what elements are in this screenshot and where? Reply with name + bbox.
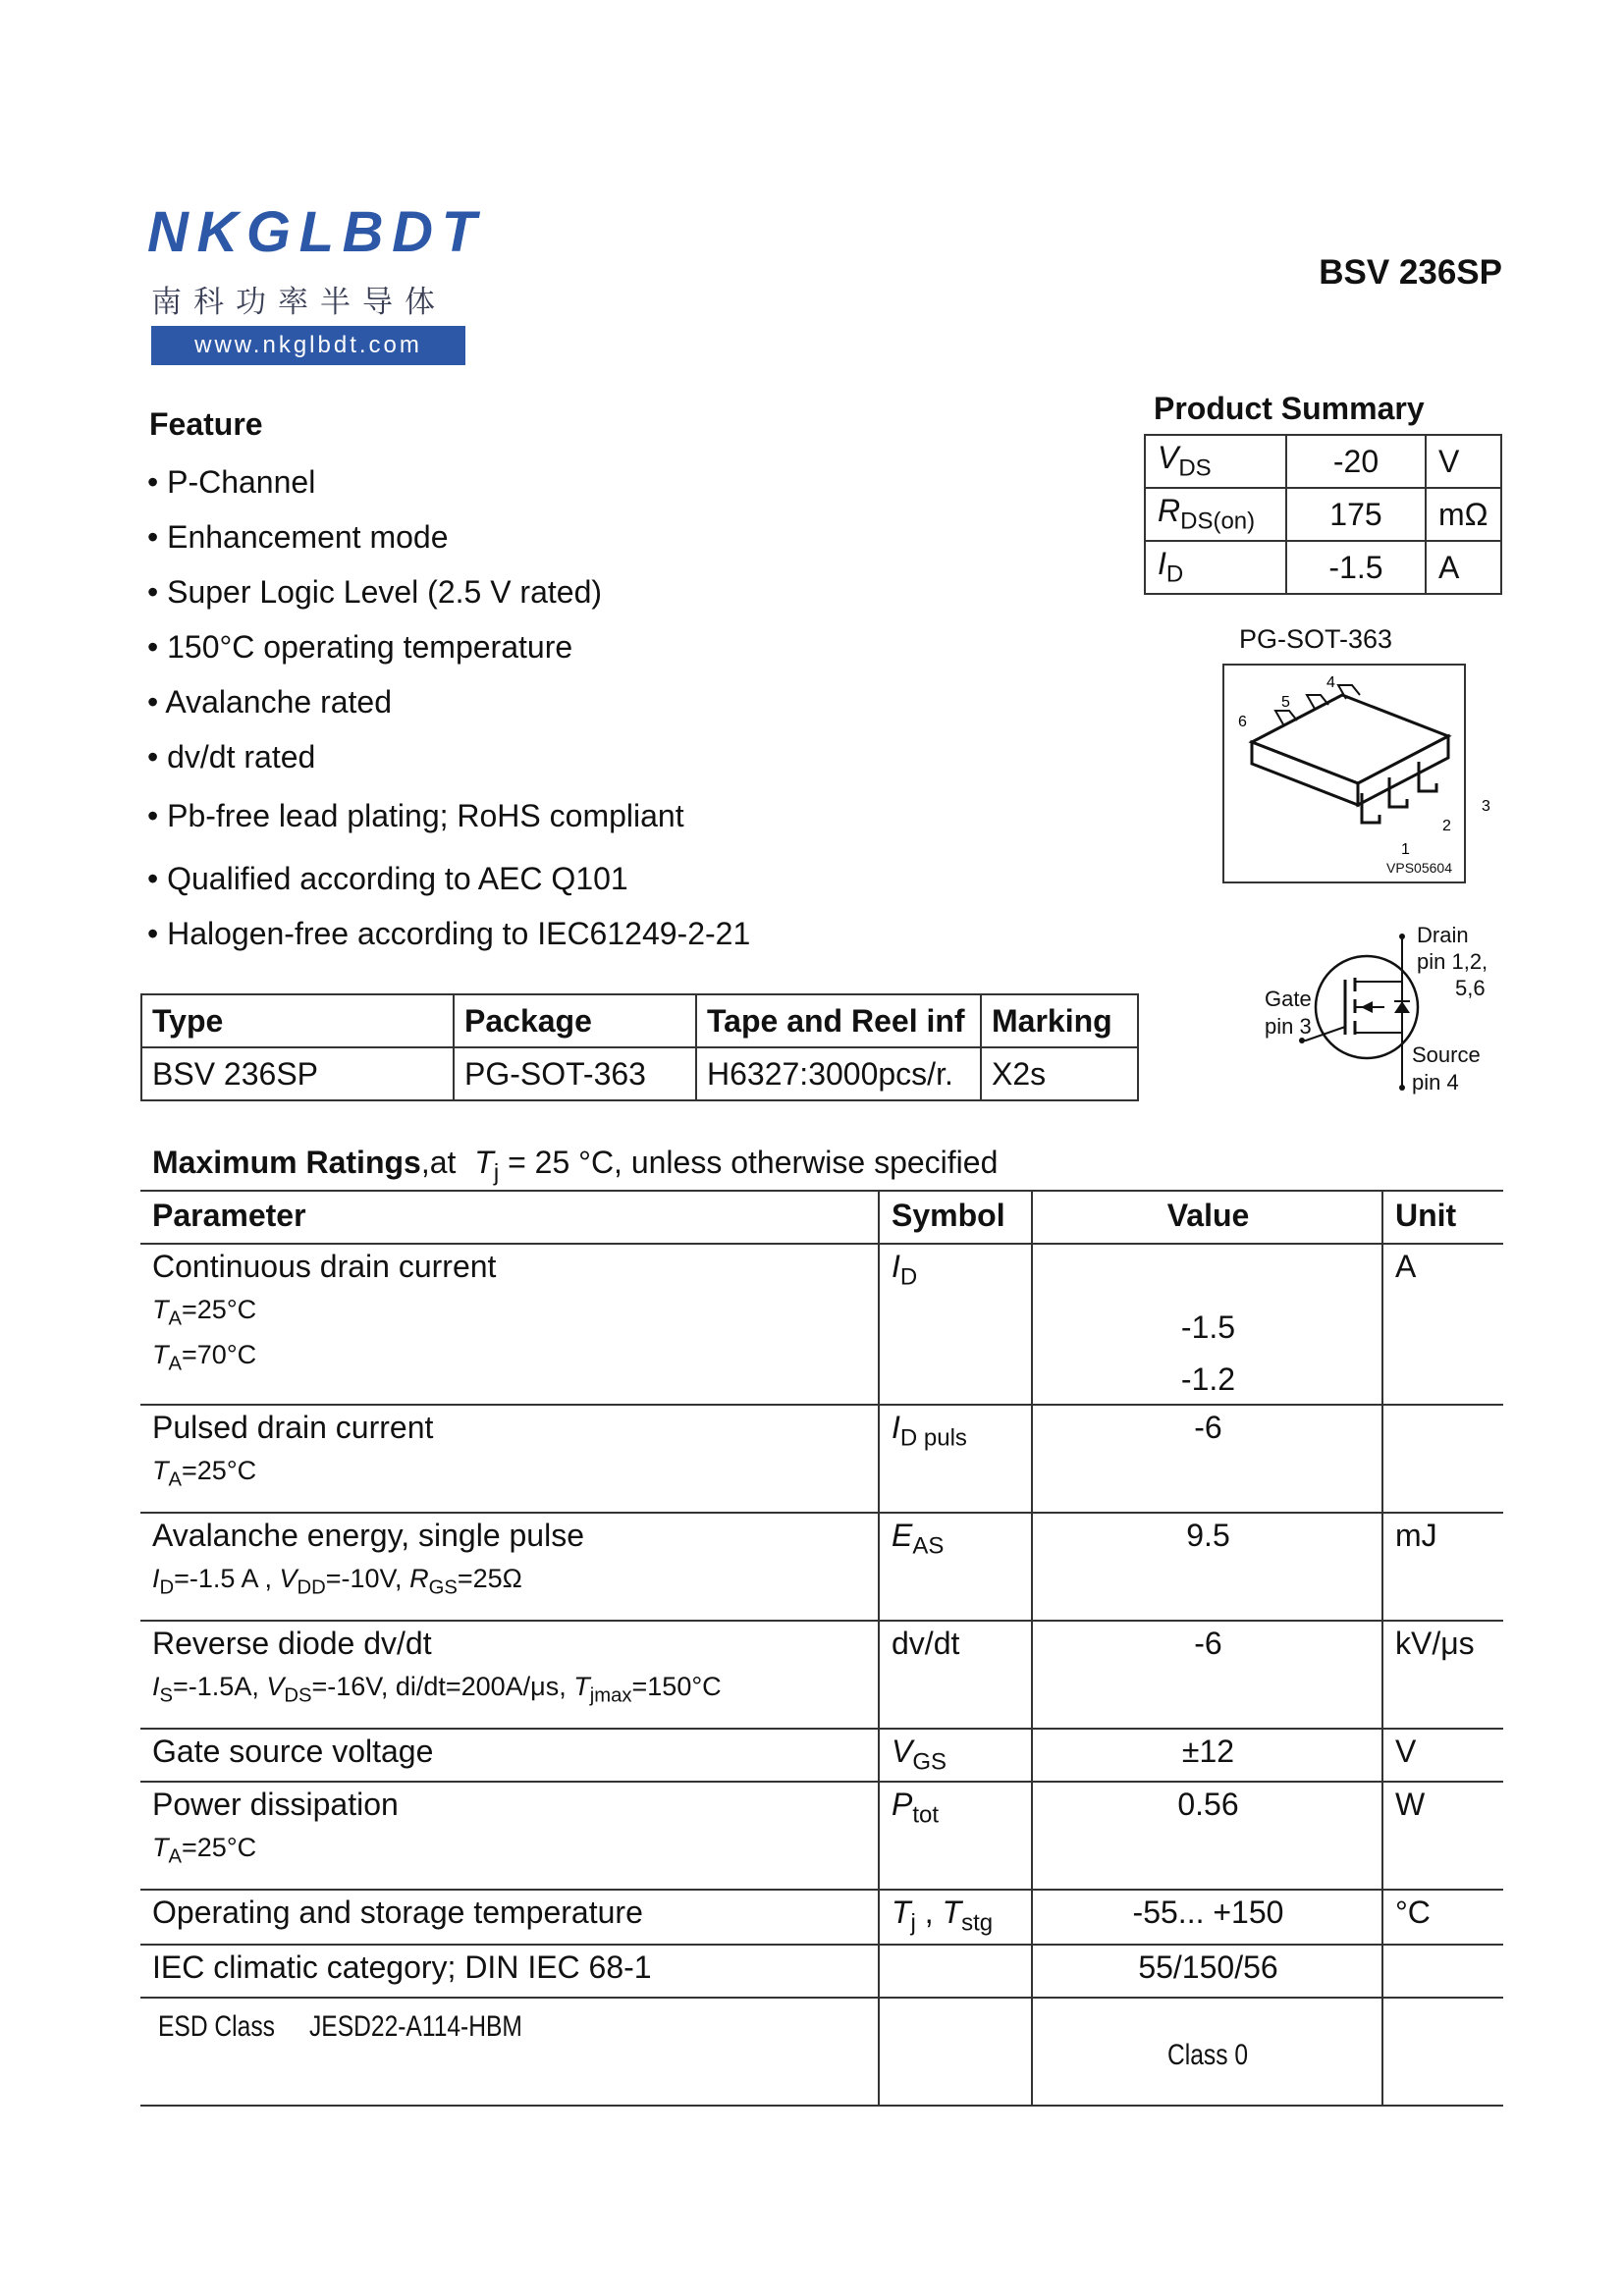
max-ratings-table (140, 1190, 1503, 2107)
pin-5: 5 (1281, 694, 1290, 711)
logo-chinese-name: 南科功率半导体 (151, 285, 447, 319)
feature-heading: Feature (149, 406, 263, 442)
feature-list (147, 454, 750, 961)
feature-item: • dv/dt rated (147, 729, 750, 784)
ratings-row: ESD Class JESD22-A114-HBM Class 0 (140, 1998, 1503, 2106)
logo-website: www.nkglbdt.com (151, 326, 465, 365)
ratings-row: Gate source voltage $V_{GS}$ ±12 V (140, 1729, 1503, 1782)
ratings-row: Avalanche energy, single pulse $I_D=-1.5$ A , $V_{DD}=-10V$, $R_{GS}=25\Omega$ $E_{AS}$ 9.5 mJ (140, 1513, 1503, 1621)
drain-pins-label: pin 1,2, (1417, 949, 1488, 974)
ratings-row: Continuous drain current $T_A=25^\circ C$ $T_A=70^\circ C$ $I_D$ -1.5 -1.2 A (140, 1244, 1503, 1405)
ratings-row: IEC climatic category; DIN IEC 68-1 55/150/56 (140, 1945, 1503, 1998)
svg-text:NKGLBDT: NKGLBDT (147, 200, 476, 264)
pin-2: 2 (1442, 818, 1451, 834)
drain-pins-label-2: 5,6 (1455, 976, 1486, 1000)
package-drawing (1222, 664, 1490, 883)
ratings-header-row: Parameter Symbol Value Unit (140, 1191, 1503, 1244)
summary-row: $I_D$ -1.5 A (1145, 541, 1501, 594)
feature-item: • P-Channel (147, 454, 750, 509)
ratings-row: Pulsed drain current $T_A=25^\circ C$ $I_{D puls}$ -6 (140, 1405, 1503, 1513)
max-ratings-title: Maximum Ratings,at $T_j = 25$ °C, unless otherwise specified (152, 1145, 999, 1187)
source-label: Source (1412, 1042, 1481, 1067)
product-summary-title: Product Summary (1154, 391, 1425, 426)
company-logo (147, 200, 481, 264)
drain-label: Drain (1417, 923, 1469, 947)
gate-pin-label: pin 3 (1265, 1014, 1312, 1039)
pin-1: 1 (1401, 841, 1410, 858)
feature-item: • Qualified according to AEC Q101 (147, 851, 750, 906)
product-summary-table (1144, 434, 1502, 595)
pin-3: 3 (1482, 798, 1490, 815)
feature-item: • Avalanche rated (147, 674, 750, 729)
feature-item: • 150°C operating temperature (147, 619, 750, 674)
summary-row: $R_{DS(on)}$ 175 mΩ (1145, 488, 1501, 541)
feature-item: • Halogen-free according to IEC61249-2-21 (147, 906, 750, 961)
summary-row: $V_{DS}$ -20 V (1145, 435, 1501, 488)
part-number: BSV 236SP (1319, 253, 1502, 292)
package-code: VPS05604 (1386, 860, 1452, 876)
feature-item: • Pb-free lead plating; RoHS compliant (147, 788, 750, 843)
ordering-header-row: Type Package Tape and Reel inf Marking (141, 994, 1138, 1047)
sot363-outline (1224, 666, 1490, 881)
mosfet-symbol (1257, 923, 1522, 1099)
ordering-table (140, 993, 1139, 1101)
gate-label: Gate (1265, 987, 1312, 1011)
source-pin-label: pin 4 (1412, 1070, 1459, 1095)
ratings-row: Power dissipation $T_A=25^\circ C$ $P_{tot}$ 0.56 W (140, 1782, 1503, 1890)
package-label: PG-SOT-363 (1239, 624, 1393, 654)
pin-4: 4 (1326, 674, 1335, 691)
ratings-row: Operating and storage temperature $T_j$ , $T_{stg}$ -55... +150 °C (140, 1890, 1503, 1945)
feature-item: • Enhancement mode (147, 509, 750, 564)
ratings-row: Reverse diode dv/dt $I_S=-1.5A$, $V_{DS}=-16V$, di/dt=200A/μs, $T_{jmax}=150^\circ C$ dv/dt -6 kV/μs (140, 1621, 1503, 1729)
feature-item: • Super Logic Level (2.5 V rated) (147, 564, 750, 619)
pin-6: 6 (1238, 714, 1247, 730)
ordering-row: BSV 236SP PG-SOT-363 H6327:3000pcs/r. X2s (141, 1047, 1138, 1100)
